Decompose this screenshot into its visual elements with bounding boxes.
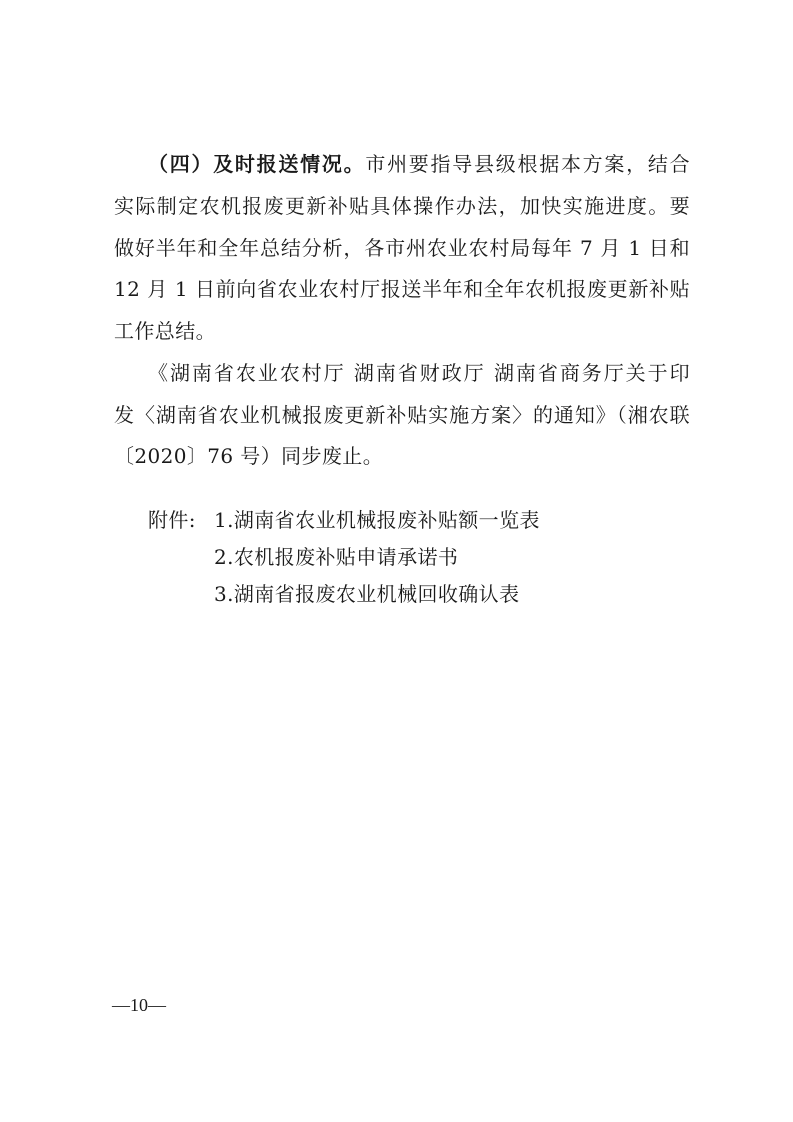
attachment-item-2: 2.农机报废补贴申请承诺书	[214, 545, 459, 569]
section-four-line-2: 实际制定农机报废更新补贴具体操作办法，加快实施进度。要	[114, 194, 690, 218]
section-four-line-3: 做好半年和全年总结分析，各市州农业农村局每年 7 月 1 日和	[114, 236, 690, 260]
attachments-label: 附件:	[148, 508, 196, 532]
repeal-notice-line-3: 〔2020〕76 号）同步废止。	[114, 444, 384, 468]
section-four-line-4: 12 月 1 日前向省农业农村厅报送半年和全年农机报废更新补贴	[114, 277, 690, 301]
repeal-notice-line-1: 《湖南省农业农村厅 湖南省财政厅 湖南省商务厅关于印	[148, 361, 690, 385]
section-four-line-1-text: 市州要指导县级根据本方案，结合	[365, 152, 691, 176]
attachment-item-1: 1.湖南省农业机械报废补贴额一览表	[214, 508, 540, 532]
attachment-item-3: 3.湖南省报废农业机械回收确认表	[214, 582, 520, 606]
repeal-notice-line-2: 发〈湖南省农业机械报废更新补贴实施方案〉的通知》（湘农联	[114, 403, 690, 427]
page-number: —10—	[112, 995, 166, 1015]
section-four-heading: （四）及时报送情况。	[148, 152, 366, 176]
section-four-line-1	[148, 152, 690, 176]
section-four-line-5: 工作总结。	[114, 319, 216, 343]
